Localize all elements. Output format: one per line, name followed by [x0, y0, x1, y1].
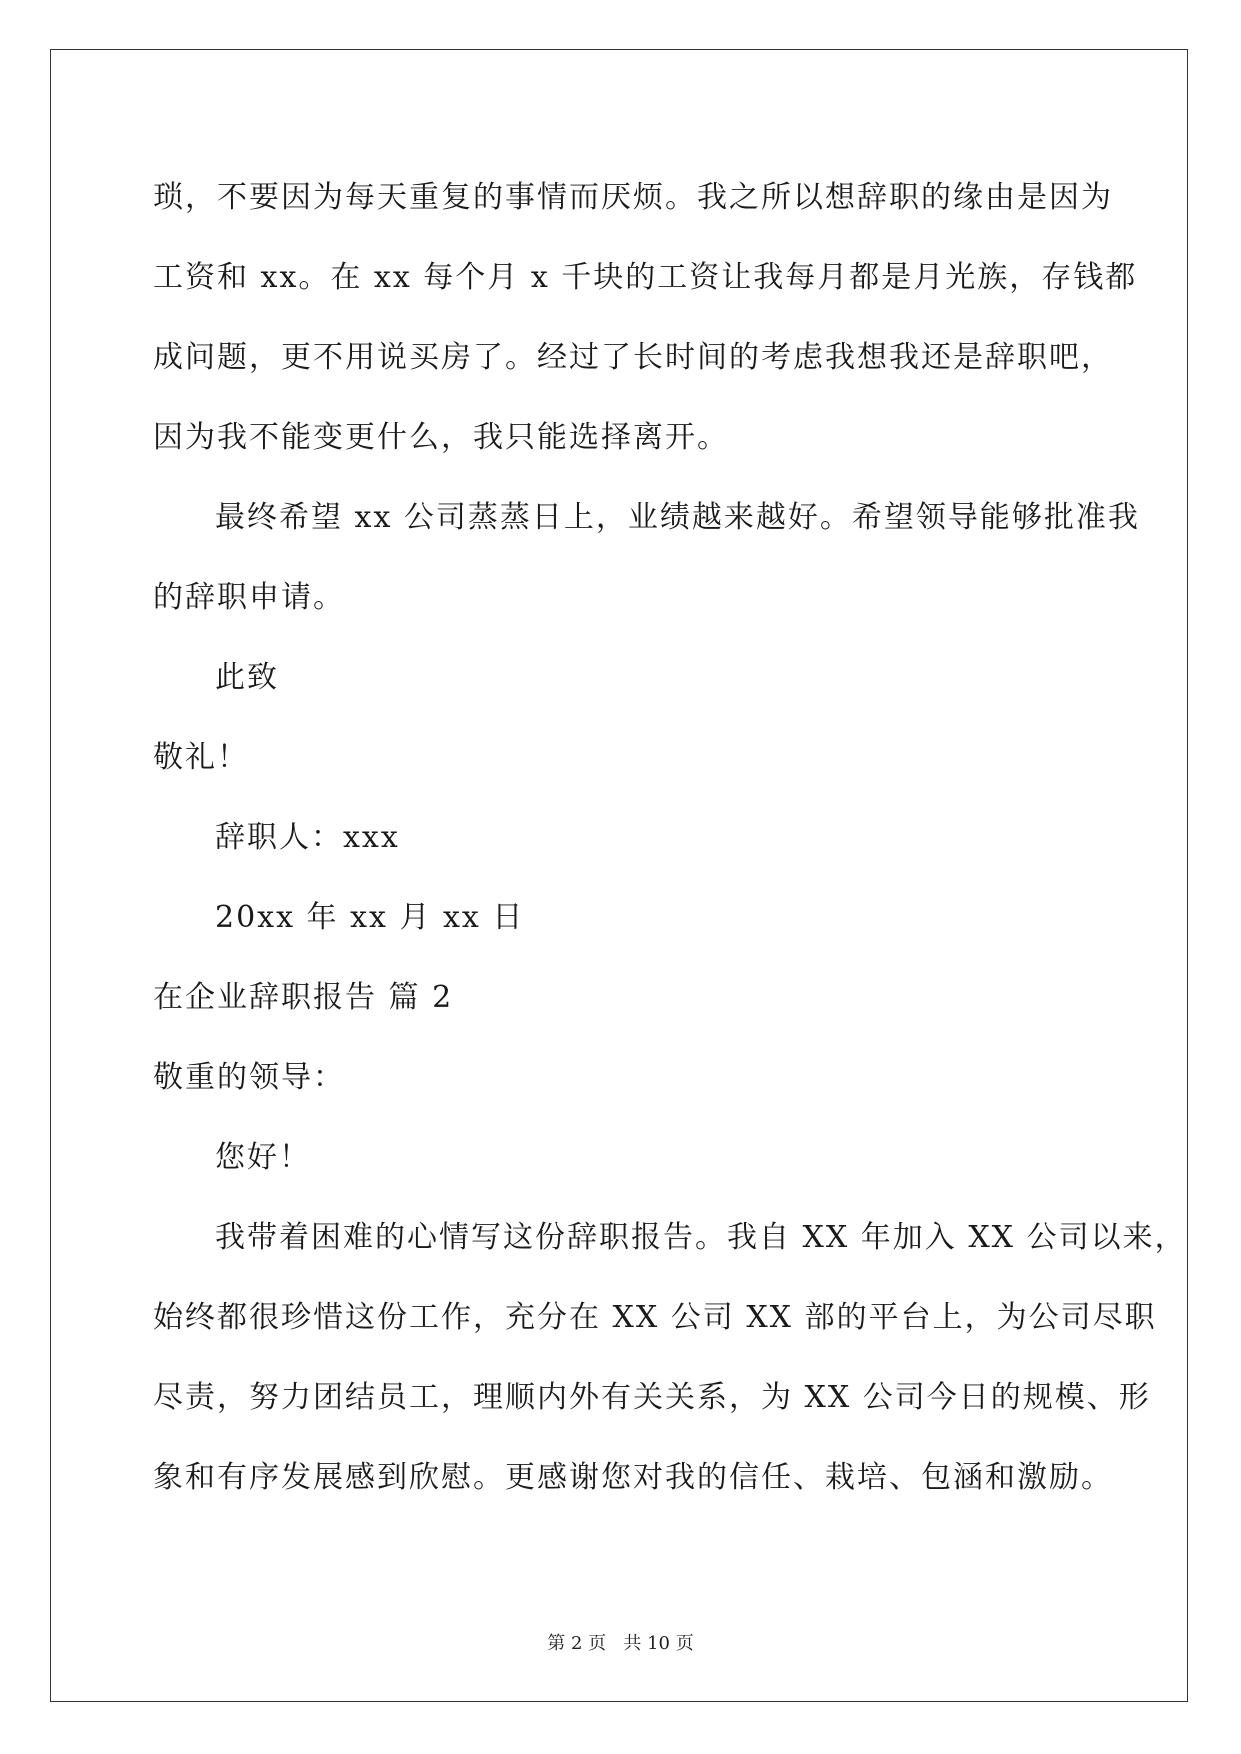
- greeting-addressee: 敬重的领导：: [153, 1060, 345, 1095]
- paragraph-start: 最终希望 xx 公司蒸蒸日上，业绩越来越好。希望领导能够批准我: [215, 500, 1140, 535]
- text-line: 成问题，更不用说买房了。经过了长时间的考虑我想我还是辞职吧，: [153, 340, 1113, 375]
- text-line: 琐，不要因为每天重复的事情而厌烦。我之所以想辞职的缘由是因为: [153, 180, 1113, 215]
- page-number: 第 2 页 共 10 页: [547, 1633, 694, 1654]
- text-line: 的辞职申请。: [153, 580, 345, 615]
- text-line: 始终都很珍惜这份工作，充分在 XX 公司 XX 部的平台上，为公司尽职: [153, 1300, 1157, 1335]
- closing-regards: 敬礼！: [153, 740, 249, 775]
- section-heading: 在企业辞职报告 篇 2: [153, 980, 454, 1015]
- greeting: 您好！: [215, 1140, 311, 1175]
- closing-salutation: 此致: [215, 660, 279, 695]
- text-line: 象和有序发展感到欣慰。更感谢您对我的信任、栽培、包涵和激励。: [153, 1460, 1113, 1495]
- text-line: 工资和 xx。在 xx 每个月 x 千块的工资让我每月都是月光族，存钱都: [153, 260, 1138, 295]
- text-line: 因为我不能变更什么，我只能选择离开。: [153, 420, 729, 455]
- paragraph-start: 我带着困难的心情写这份辞职报告。我自 XX 年加入 XX 公司以来，: [215, 1220, 1187, 1255]
- date-line: 20xx 年 xx 月 xx 日: [215, 900, 525, 935]
- document-body: [153, 158, 1187, 1518]
- signature-line: 辞职人：xxx: [215, 820, 400, 855]
- text-line: 尽责，努力团结员工，理顺内外有关关系，为 XX 公司今日的规模、形: [153, 1380, 1151, 1415]
